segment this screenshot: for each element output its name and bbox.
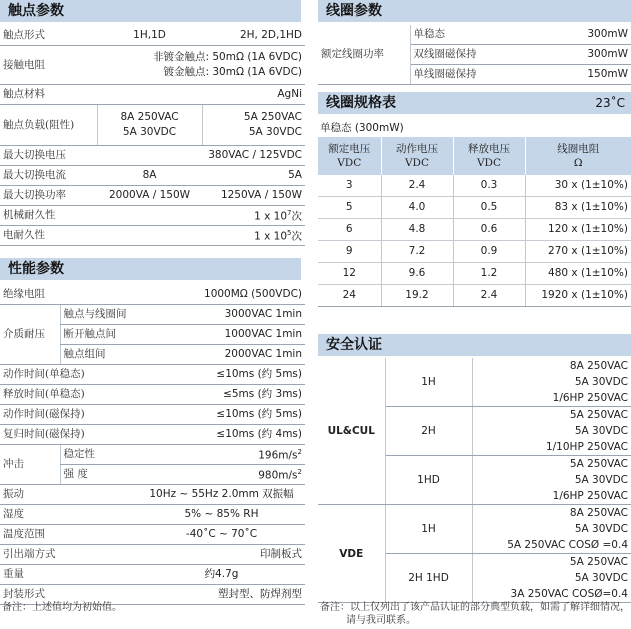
col-header-unit: VDC bbox=[476, 157, 502, 169]
max-voltage-value: 380VAC / 125VDC bbox=[97, 146, 305, 166]
col-header-unit: VDC bbox=[337, 157, 362, 169]
vde-line: 5A 250VAC bbox=[569, 556, 628, 568]
table-row bbox=[0, 285, 305, 305]
table-row bbox=[0, 485, 305, 505]
table-row bbox=[0, 525, 305, 545]
table-cell: 0.9 bbox=[453, 241, 525, 263]
coil-spec-section-header bbox=[318, 92, 631, 114]
col-header-text: 释放电压 bbox=[468, 143, 510, 155]
max-power-value-2: 1250VA / 150W bbox=[202, 186, 305, 206]
shock-value-1-sup: 2 bbox=[297, 468, 302, 477]
safety-note-line-2: 请与我司联系。 bbox=[346, 615, 416, 626]
coil-value-2: 150mW bbox=[529, 65, 631, 85]
safety-section-title: 安全认证 bbox=[326, 337, 382, 353]
table-cell: 9 bbox=[318, 241, 381, 263]
table-cell: 12 bbox=[318, 263, 381, 285]
table-cell: 9.6 bbox=[381, 263, 453, 285]
contact-section-title: 触点参数 bbox=[8, 3, 64, 19]
contact-form-value-2: 2H, 2D,1HD bbox=[202, 26, 305, 46]
col-header-unit: Ω bbox=[573, 157, 583, 169]
contact-form-label: 触点形式 bbox=[0, 26, 97, 46]
ul-line: 5A 30VDC bbox=[574, 425, 628, 437]
contact-material-label: 触点材料 bbox=[0, 85, 97, 105]
temperature-label: 温度范围 bbox=[0, 525, 138, 545]
timing-label-2: 动作时间(磁保持) bbox=[0, 405, 138, 425]
shock-value-0-text: 196m/s bbox=[258, 449, 298, 462]
ul-line: 5A 250VAC bbox=[569, 409, 628, 421]
shock-value-1-text: 980m/s bbox=[258, 469, 298, 482]
shock-sub-1: 强 度 bbox=[60, 465, 138, 485]
table-cell: 1920 x (1±10%) bbox=[525, 285, 631, 307]
weight-label: 重量 bbox=[0, 565, 138, 585]
table-cell: 83 x (1±10%) bbox=[525, 197, 631, 219]
performance-section-title: 性能参数 bbox=[8, 261, 64, 277]
terminal-value: 印制板式 bbox=[138, 545, 305, 565]
table-row bbox=[0, 146, 305, 166]
performance-section-header bbox=[0, 258, 301, 280]
table-cell: 1.2 bbox=[453, 263, 525, 285]
col-header-release-voltage bbox=[453, 137, 525, 175]
coil-params-table bbox=[318, 25, 631, 85]
coil-sub-0: 单稳态 bbox=[410, 25, 529, 45]
timing-value-3: ≤10ms (约 4ms) bbox=[138, 425, 305, 445]
max-current-label: 最大切换电流 bbox=[0, 166, 97, 186]
table-cell: 4.8 bbox=[381, 219, 453, 241]
max-voltage-label: 最大切换电压 bbox=[0, 146, 97, 166]
coil-sub-2: 单线圈磁保持 bbox=[410, 65, 529, 85]
table-cell: 0.5 bbox=[453, 197, 525, 219]
table-row bbox=[0, 445, 305, 465]
contact-material-value: AgNi bbox=[97, 85, 305, 105]
dielectric-value-2: 2000VAC 1min bbox=[138, 345, 305, 365]
humidity-value: 5% ~ 85% RH bbox=[138, 505, 305, 525]
ul-line: 5A 30VDC bbox=[574, 474, 628, 486]
table-cell: 270 x (1±10%) bbox=[525, 241, 631, 263]
table-row bbox=[0, 425, 305, 445]
terminal-label: 引出端方式 bbox=[0, 545, 138, 565]
col-header-rated-voltage bbox=[318, 137, 381, 175]
table-row bbox=[0, 385, 305, 405]
table-header-row bbox=[318, 137, 631, 175]
contact-form-value-1: 1H,1D bbox=[97, 26, 202, 46]
coil-value-0: 300mW bbox=[529, 25, 631, 45]
ul-line: 1/6HP 250VAC bbox=[472, 488, 631, 505]
max-power-value-1: 2000VA / 150W bbox=[97, 186, 202, 206]
mech-life-value bbox=[97, 206, 305, 226]
timing-value-2: ≤10ms (约 5ms) bbox=[138, 405, 305, 425]
insulation-label: 绝缘电阻 bbox=[0, 285, 138, 305]
contact-load-label: 触点负载(阻性) bbox=[0, 105, 97, 146]
coil-spec-section-title: 线圈规格表 bbox=[326, 95, 396, 111]
table-row bbox=[0, 226, 305, 246]
table-row bbox=[318, 175, 631, 197]
vde-line: 3A 250VAC COSØ=0.4 bbox=[472, 586, 631, 603]
contact-load-value-b1: 5A 250VAC bbox=[243, 111, 302, 123]
elec-life-label: 电耐久性 bbox=[0, 226, 97, 246]
cert-vde: VDE bbox=[318, 505, 385, 603]
ul-type-1: 2H bbox=[385, 407, 472, 456]
temperature-value: -40˚C ~ 70˚C bbox=[138, 525, 305, 545]
vde-type-0: 1H bbox=[385, 505, 472, 554]
package-value: 塑封型、防焊剂型 bbox=[138, 585, 305, 605]
dielectric-sub-2: 触点组间 bbox=[60, 345, 138, 365]
mech-life-unit: 次 bbox=[291, 210, 302, 223]
shock-value-0-sup: 2 bbox=[297, 448, 302, 457]
max-current-value-1: 8A bbox=[97, 166, 202, 186]
timing-label-1: 释放时间(单稳态) bbox=[0, 385, 138, 405]
col-header-text: 动作电压 bbox=[396, 143, 438, 155]
table-cell: 6 bbox=[318, 219, 381, 241]
table-row bbox=[0, 505, 305, 525]
table-cell: 30 x (1±10%) bbox=[525, 175, 631, 197]
table-row bbox=[318, 285, 631, 307]
ul-line: 5A 250VAC bbox=[569, 458, 628, 470]
coil-power-label: 额定线圈功率 bbox=[318, 25, 410, 85]
contact-resistance-value-1: 非镀金触点: 50mΩ (1A 6VDC) bbox=[153, 51, 302, 63]
vde-type-1: 2H 1HD bbox=[385, 554, 472, 603]
insulation-value: 1000MΩ (500VDC) bbox=[138, 285, 305, 305]
ul-line: 5A 30VDC bbox=[574, 376, 628, 388]
col-header-unit: VDC bbox=[404, 157, 430, 169]
table-row bbox=[318, 197, 631, 219]
max-current-value-2: 5A bbox=[202, 166, 305, 186]
table-row bbox=[0, 105, 305, 146]
performance-params-table bbox=[0, 285, 305, 605]
contact-resistance-values bbox=[97, 46, 305, 85]
table-row bbox=[0, 405, 305, 425]
ul-line: 1/10HP 250VAC bbox=[472, 439, 631, 456]
col-header-pickup-voltage bbox=[381, 137, 453, 175]
humidity-label: 湿度 bbox=[0, 505, 138, 525]
table-cell: 120 x (1±10%) bbox=[525, 219, 631, 241]
table-row bbox=[318, 25, 631, 45]
coil-spec-table bbox=[318, 137, 631, 307]
mech-life-base: 1 x 10 bbox=[254, 210, 288, 223]
safety-note-line-1: 备注：以上仅列出了该产品认证的部分典型负载，如需了解详细情况， bbox=[320, 602, 630, 613]
contact-load-value-a2: 5A 30VDC bbox=[122, 126, 177, 138]
table-row bbox=[318, 358, 631, 374]
ul-line: 8A 250VAC bbox=[569, 360, 628, 372]
table-cell: 480 x (1±10%) bbox=[525, 263, 631, 285]
vibration-value: 10Hz ~ 55Hz 2.0mm 双振幅 bbox=[138, 485, 305, 505]
table-cell: 0.3 bbox=[453, 175, 525, 197]
coil-section-title: 线圈参数 bbox=[326, 3, 382, 19]
table-row bbox=[0, 206, 305, 226]
contact-section-header bbox=[0, 0, 301, 22]
elec-life-value bbox=[97, 226, 305, 246]
table-cell: 4.0 bbox=[381, 197, 453, 219]
coil-sub-1: 双线圈磁保持 bbox=[410, 45, 529, 65]
contact-load-values-1 bbox=[97, 105, 202, 146]
coil-spec-temperature: 23˚C bbox=[595, 96, 625, 110]
table-row bbox=[0, 186, 305, 206]
col-header-coil-resistance bbox=[525, 137, 631, 175]
table-row bbox=[0, 46, 305, 85]
vde-line: 5A 250VAC COSØ =0.4 bbox=[472, 537, 631, 554]
coil-spec-caption: 单稳态 (300mW) bbox=[320, 122, 404, 134]
elec-life-base: 1 x 10 bbox=[254, 230, 288, 243]
table-row bbox=[0, 365, 305, 385]
table-cell: 7.2 bbox=[381, 241, 453, 263]
table-row bbox=[0, 26, 305, 46]
coil-section-header bbox=[318, 0, 631, 22]
ul-type-2: 1HD bbox=[385, 456, 472, 505]
cert-ul-cul: UL&CUL bbox=[318, 358, 385, 505]
contact-load-value-a1: 8A 250VAC bbox=[120, 111, 179, 123]
timing-label-3: 复归时间(磁保持) bbox=[0, 425, 138, 445]
safety-section-header bbox=[318, 334, 631, 356]
table-row bbox=[318, 505, 631, 522]
dielectric-value-0: 3000VAC 1min bbox=[138, 305, 305, 325]
mech-life-exp: 7 bbox=[287, 209, 292, 218]
timing-value-1: ≤5ms (约 3ms) bbox=[138, 385, 305, 405]
contact-load-value-b2: 5A 30VDC bbox=[248, 126, 302, 138]
table-cell: 2.4 bbox=[381, 175, 453, 197]
vde-line: 8A 250VAC bbox=[569, 507, 628, 519]
timing-value-0: ≤10ms (约 5ms) bbox=[138, 365, 305, 385]
table-cell: 3 bbox=[318, 175, 381, 197]
ul-type-0: 1H bbox=[385, 358, 472, 407]
package-label: 封装形式 bbox=[0, 585, 138, 605]
weight-value: 约4.7g bbox=[138, 565, 305, 585]
table-row bbox=[318, 263, 631, 285]
col-header-text: 额定电压 bbox=[328, 143, 371, 155]
mech-life-label: 机械耐久性 bbox=[0, 206, 97, 226]
dielectric-label: 介质耐压 bbox=[0, 305, 60, 365]
contact-resistance-label: 接触电阻 bbox=[0, 46, 97, 85]
table-cell: 19.2 bbox=[381, 285, 453, 307]
shock-label: 冲击 bbox=[0, 445, 60, 485]
vde-line: 5A 30VDC bbox=[574, 523, 628, 535]
shock-sub-0: 稳定性 bbox=[60, 445, 138, 465]
table-cell: 24 bbox=[318, 285, 381, 307]
table-cell: 5 bbox=[318, 197, 381, 219]
contact-load-values-2 bbox=[202, 105, 305, 146]
table-row bbox=[0, 305, 305, 325]
performance-note: 备注：上述值均为初始值。 bbox=[2, 602, 122, 613]
vibration-label: 振动 bbox=[0, 485, 138, 505]
shock-value-1 bbox=[138, 465, 305, 485]
col-header-text: 线圈电阻 bbox=[557, 143, 600, 155]
timing-label-0: 动作时间(单稳态) bbox=[0, 365, 138, 385]
contact-resistance-value-2: 镀金触点: 30mΩ (1A 6VDC) bbox=[163, 66, 302, 78]
table-row bbox=[0, 85, 305, 105]
elec-life-exp: 5 bbox=[287, 229, 292, 238]
table-row bbox=[0, 565, 305, 585]
coil-value-1: 300mW bbox=[529, 45, 631, 65]
contact-params-table bbox=[0, 26, 305, 246]
dielectric-sub-1: 断开触点间 bbox=[60, 325, 138, 345]
table-cell: 0.6 bbox=[453, 219, 525, 241]
max-power-label: 最大切换功率 bbox=[0, 186, 97, 206]
table-row bbox=[0, 166, 305, 186]
safety-cert-table bbox=[318, 358, 631, 603]
table-row bbox=[0, 545, 305, 565]
table-row bbox=[318, 241, 631, 263]
dielectric-value-1: 1000VAC 1min bbox=[138, 325, 305, 345]
ul-line: 1/6HP 250VAC bbox=[472, 390, 631, 407]
shock-value-0 bbox=[138, 445, 305, 465]
vde-line: 5A 30VDC bbox=[574, 572, 628, 584]
table-cell: 2.4 bbox=[453, 285, 525, 307]
elec-life-unit: 次 bbox=[291, 230, 302, 243]
dielectric-sub-0: 触点与线圈间 bbox=[60, 305, 138, 325]
table-row bbox=[318, 219, 631, 241]
